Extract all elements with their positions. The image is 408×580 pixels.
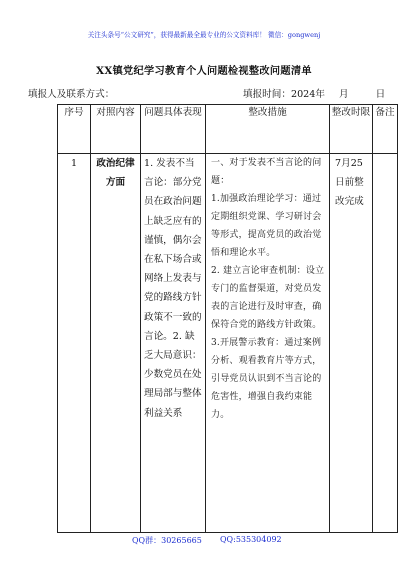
header-no: 序号 — [58, 105, 91, 154]
report-date-label: 填报时间：2024年 — [243, 89, 325, 100]
report-date-line — [243, 86, 385, 100]
row-measures — [206, 154, 329, 424]
footer-qq-contact: QQ:535304092 — [220, 535, 282, 544]
footer-qq-group: QQ群：30265665 — [132, 536, 202, 545]
promo-banner: 关注头条号“公文研究”，获得最新最全最专业的公文资料库！ 微信：gongwenj — [87, 31, 321, 39]
measures-intro: 一、对于发表不当言论的问题： — [211, 158, 322, 186]
report-month-label: 月 — [338, 89, 349, 100]
header-measures: 整改措施 — [206, 105, 330, 154]
row-category: 政治纪律方面 — [96, 158, 135, 189]
table-header-row — [58, 105, 398, 154]
measure-item: 3.开展警示教育：通过案例分析、观看教育片等方式，引导党员认识到不当言论的危害性，增强自我约束能力。 — [211, 338, 322, 420]
row-number: 1 — [70, 158, 78, 169]
table-row — [58, 154, 398, 533]
reporter-contact-label: 填报人及联系方式： — [28, 89, 115, 100]
header-remark: 备注 — [373, 105, 398, 154]
measure-item: 2. 建立言论审查机制：设立专门的监督渠道，对党员发表的言论进行及时审查，确保符合党的路线方针政策。 — [211, 266, 325, 330]
measure-item: 1.加强政治理论学习：通过定期组织党课、学习研讨会等形式，提高党员的政治觉悟和理论水平。 — [211, 194, 322, 258]
header-problems: 问题具体表现 — [141, 105, 206, 154]
page-title: XX镇党纪学习教育个人问题检视整改问题清单 — [96, 65, 312, 77]
report-day-label: 日 — [375, 89, 386, 100]
header-category: 对照内容 — [91, 105, 141, 154]
rectification-table — [57, 104, 398, 533]
header-deadline: 整改时限 — [330, 105, 373, 154]
row-problems: 1. 发表不当言论：部分党员在政治问题上缺乏应有的谨慎，偶尔会在私下场合或网络上发表与党的路线方针政策不一致的言论。2. 缺乏大局意识：少数党员在处理局部与整体利益关系 — [144, 158, 202, 419]
row-deadline: 7月25日前整改完成 — [335, 158, 364, 208]
